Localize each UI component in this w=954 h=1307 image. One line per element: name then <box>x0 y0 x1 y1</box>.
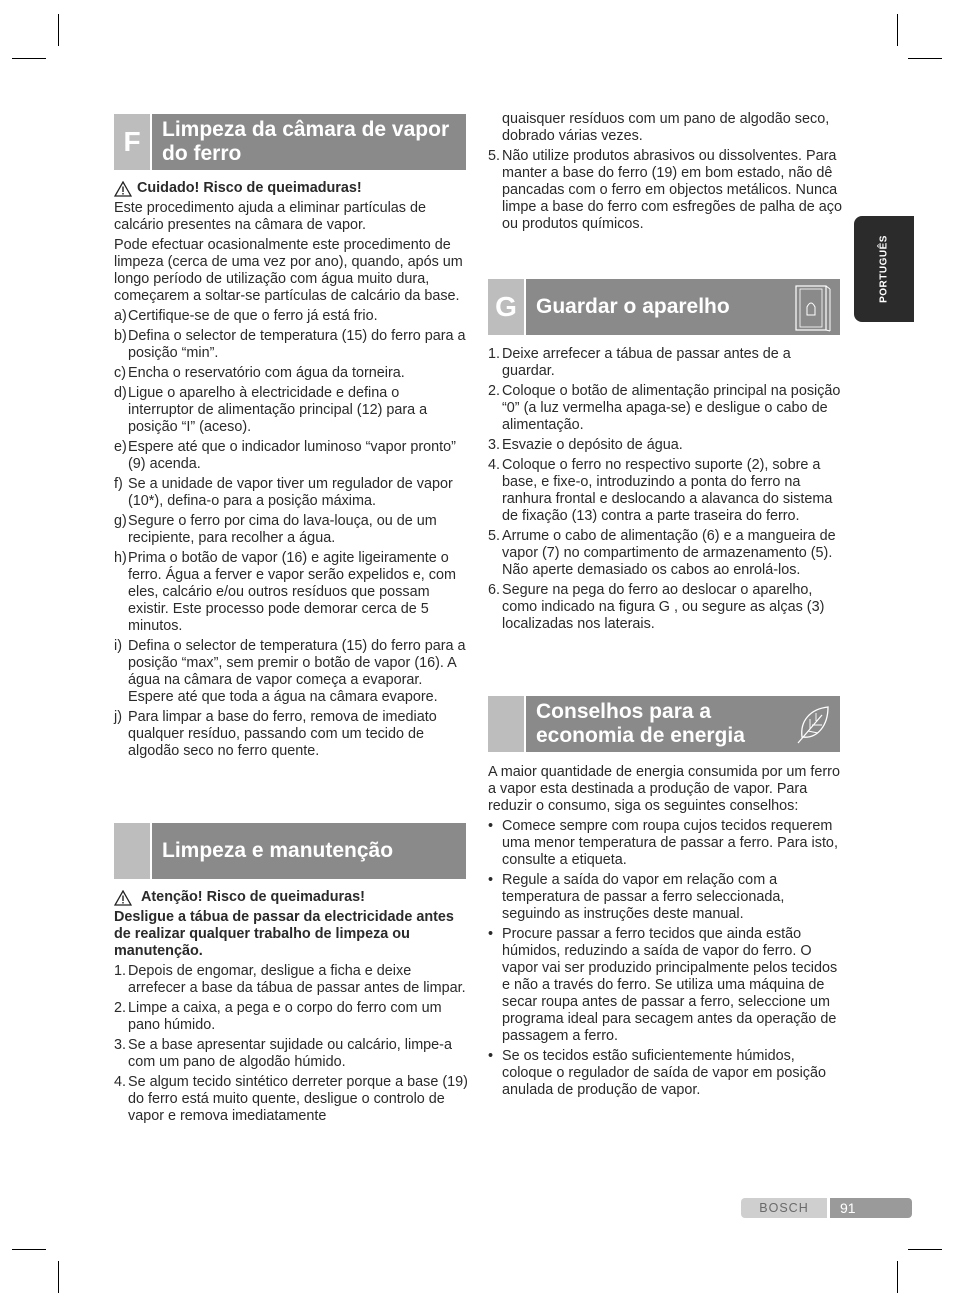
bullet-item <box>488 1048 842 1099</box>
list-marker: e) <box>114 439 127 455</box>
list-item <box>114 1037 468 1071</box>
list-text: Se os tecidos estão suficientemente húmidos, coloque o regulador de saída de vapor em posição anulada de produção de vapor. <box>502 1048 827 1098</box>
list-marker: j) <box>114 709 122 725</box>
list-text: Para limpar a base do ferro, remova de imediato qualquer resíduo, passando com um tecido de algodão seco no ferro quente. <box>128 709 437 759</box>
warning <box>114 889 468 906</box>
step-item <box>114 385 468 436</box>
step-item <box>114 550 468 635</box>
crop-mark <box>897 14 898 46</box>
left-column <box>114 180 468 763</box>
step-item <box>114 365 468 382</box>
list-item <box>488 528 842 579</box>
list-marker: • <box>488 818 494 834</box>
section-energy-header <box>488 696 840 752</box>
crop-mark <box>12 58 46 59</box>
section-g-header <box>488 279 840 335</box>
section-title: Limpeza da câmara de vapor do ferro <box>162 118 450 165</box>
list-marker: d) <box>114 385 127 401</box>
list-text: Ligue o aparelho à electricidade e defina o interruptor de alimentação principal (12) para a posição “I” (aceso). <box>128 385 428 435</box>
list-item <box>488 148 842 233</box>
section-f-header <box>114 114 466 170</box>
list-marker: 1. <box>488 346 501 362</box>
page-number: 91 <box>830 1198 912 1218</box>
list-marker: i) <box>114 638 122 654</box>
list-item <box>114 1000 468 1034</box>
list-text: Esvazie o depósito de água. <box>502 437 683 453</box>
right-column-energy <box>488 764 842 1102</box>
step-item <box>114 709 468 760</box>
list-item <box>114 1074 468 1125</box>
step-item <box>114 513 468 547</box>
bullet-item <box>488 818 842 869</box>
paragraph: Pode efectuar ocasionalmente este procedimento de limpeza (cerca de uma vez por ano), quando, após um longo período de utilização com água muito dura, começarem a soltar-se partículas de calcário da base. <box>114 237 463 304</box>
brand-label: BOSCH <box>741 1198 827 1218</box>
list-item <box>488 346 842 380</box>
crop-mark <box>12 1249 46 1250</box>
list-text: Se a unidade de vapor tiver um regulador de vapor (10*), defina-o para a posição máxima. <box>128 476 453 509</box>
step-item <box>114 439 468 473</box>
list-marker: h) <box>114 550 127 566</box>
leaf-icon <box>794 701 834 747</box>
paragraph: Este procedimento ajuda a eliminar partículas de calcário presentes na câmara de vapor. <box>114 200 426 233</box>
warning-text: Cuidado! Risco de queimaduras! <box>137 180 362 196</box>
list-number: 5. <box>488 148 501 164</box>
intro-paragraph: A maior quantidade de energia consumida por um ferro a vapor esta destinada a produção de vapor. Para reduzir o consumo, siga os seguintes conselhos: <box>488 764 840 814</box>
list-item <box>488 383 842 434</box>
crop-mark <box>58 14 59 46</box>
bullet-item <box>488 872 842 923</box>
storage-icon <box>790 283 834 333</box>
list-marker: 4. <box>488 457 501 473</box>
list-text: Comece sempre com roupa cujos tecidos requerem uma menor temperatura de passar a ferro. Para isto, consulte a etiqueta. <box>502 818 838 868</box>
list-marker: 1. <box>114 963 127 979</box>
list-item <box>114 963 468 997</box>
crop-mark <box>908 58 942 59</box>
section-letter: F <box>114 114 150 170</box>
list-text: Prima o botão de vapor (16) e agite ligeiramente o ferro. Água a ferver e vapor serão expelidos e, com eles, calcário e/ou outros resíduos que possam existir. Este processo pode demorar cerca de 5 minutos. <box>128 550 456 634</box>
list-text: Encha o reservatório com água da torneira. <box>128 365 405 381</box>
list-text: Depois de engomar, desligue a ficha e deixe arrefecer a base da tábua de passar antes de limpar. <box>128 963 466 996</box>
step-item <box>114 308 468 325</box>
list-text: Limpe a caixa, a pega e o corpo do ferro com um pano húmido. <box>128 1000 442 1033</box>
right-column-top <box>488 111 842 236</box>
bullet-item <box>488 926 842 1045</box>
section-title: Conselhos para a economia de energia <box>536 700 745 747</box>
warning-icon <box>114 181 132 197</box>
warning <box>114 180 468 197</box>
section-maintenance-header <box>114 823 466 879</box>
list-marker: a) <box>114 308 127 324</box>
list-marker: c) <box>114 365 126 381</box>
list-marker: b) <box>114 328 127 344</box>
list-marker: 2. <box>114 1000 127 1016</box>
right-column-storage <box>488 346 842 636</box>
step-item <box>114 328 468 362</box>
list-text: Se a base apresentar sujidade ou calcário, limpe-a com um pano de algodão húmido. <box>128 1037 452 1070</box>
crop-mark <box>58 1261 59 1293</box>
section-letter: G <box>488 279 524 335</box>
list-marker: 3. <box>488 437 501 453</box>
list-marker: • <box>488 1048 494 1064</box>
list-text: Não utilize produtos abrasivos ou dissolventes. Para manter a base do ferro (19) em bom estado, não dê pancadas com o ferro em objectos metálicos. Nunca limpe a base do ferro com esfregões de palha de aço ou produtos químicos. <box>502 148 842 232</box>
list-text: Defina o selector de temperatura (15) do ferro para a posição “max”, sem premir o botão de vapor (16). A água na câmara de vapor começa a evaporar. Espere até que toda a água na câmara evapore. <box>128 638 466 705</box>
list-text: Se algum tecido sintético derreter porque a base (19) do ferro está muito quente, desligue o controlo de vapor e remova imediatamente <box>128 1074 468 1124</box>
language-tab <box>854 216 914 322</box>
list-text: Regule a saída do vapor em relação com a temperatura de passar a ferro seleccionada, seguindo as instruções deste manual. <box>502 872 785 922</box>
continued-text: quaisquer resíduos com um pano de algodão seco, dobrado várias vezes. <box>502 111 830 144</box>
list-text: Deixe arrefecer a tábua de passar antes de a guardar. <box>502 346 791 379</box>
list-text: Certifique-se de que o ferro já está frio. <box>128 308 378 324</box>
list-marker: 6. <box>488 582 501 598</box>
list-item <box>488 582 842 633</box>
list-text: Arrume o cabo de alimentação (6) e a mangueira de vapor (7) no compartimento de armazenamento (5). Não aperte demasiado os cabos ao enrolá-los. <box>502 528 836 578</box>
list-text: Segure na pega do ferro ao deslocar o aparelho, como indicado na figura G , ou segure as alças (3) localizadas nos laterais. <box>502 582 825 632</box>
list-marker: 3. <box>114 1037 127 1053</box>
list-marker: 2. <box>488 383 501 399</box>
list-marker: 4. <box>114 1074 127 1090</box>
section-title: Limpeza e manutenção <box>162 839 394 862</box>
list-text: Coloque o botão de alimentação principal na posição “0” (a luz vermelha apaga-se) e desligue o cabo de alimentação. <box>502 383 841 433</box>
list-text: Defina o selector de temperatura (15) do ferro para a posição “min”. <box>128 328 466 361</box>
list-text: Procure passar a ferro tecidos que ainda estão húmidos, reduzindo a saída de vapor do ferro. O vapor vai ser produzido principalmente pelos tecidos e não a través do ferro. Se utiliza uma máquina de secar roupa antes de passar a ferro, seleccione um programa ideal para secagem antes da operação de passagem a ferro. <box>502 926 838 1044</box>
step-item <box>114 638 468 706</box>
list-marker: 5. <box>488 528 501 544</box>
list-item <box>488 457 842 525</box>
list-text: Espere até que o indicador luminoso “vapor pronto” (9) acenda. <box>128 439 456 472</box>
warning-icon <box>114 890 132 906</box>
list-marker: g) <box>114 513 127 529</box>
step-item <box>114 476 468 510</box>
list-marker: • <box>488 926 494 942</box>
list-text: Coloque o ferro no respectivo suporte (2), sobre a base, e fixe-o, introduzindo a ponta do ferro na ranhura frontal e deslocando a alavanca do sistema de fixação (13) contra a parte traseira do ferro. <box>502 457 833 524</box>
list-text: Segure o ferro por cima do lava-louça, ou de um recipiente, para recolher a água. <box>128 513 437 546</box>
crop-mark <box>897 1261 898 1293</box>
list-item <box>488 437 842 454</box>
list-marker: f) <box>114 476 123 492</box>
language-tab-label: PORTUGUÊS <box>878 235 890 303</box>
section-title: Guardar o aparelho <box>536 295 730 318</box>
warning-text: Atenção! Risco de queimaduras! <box>141 889 365 905</box>
crop-mark <box>908 1249 942 1250</box>
bold-notice: Desligue a tábua de passar da electricidade antes de realizar qualquer trabalho de limpeza ou manutenção. <box>114 909 454 959</box>
list-marker: • <box>488 872 494 888</box>
left-column-maintenance <box>114 889 468 1128</box>
